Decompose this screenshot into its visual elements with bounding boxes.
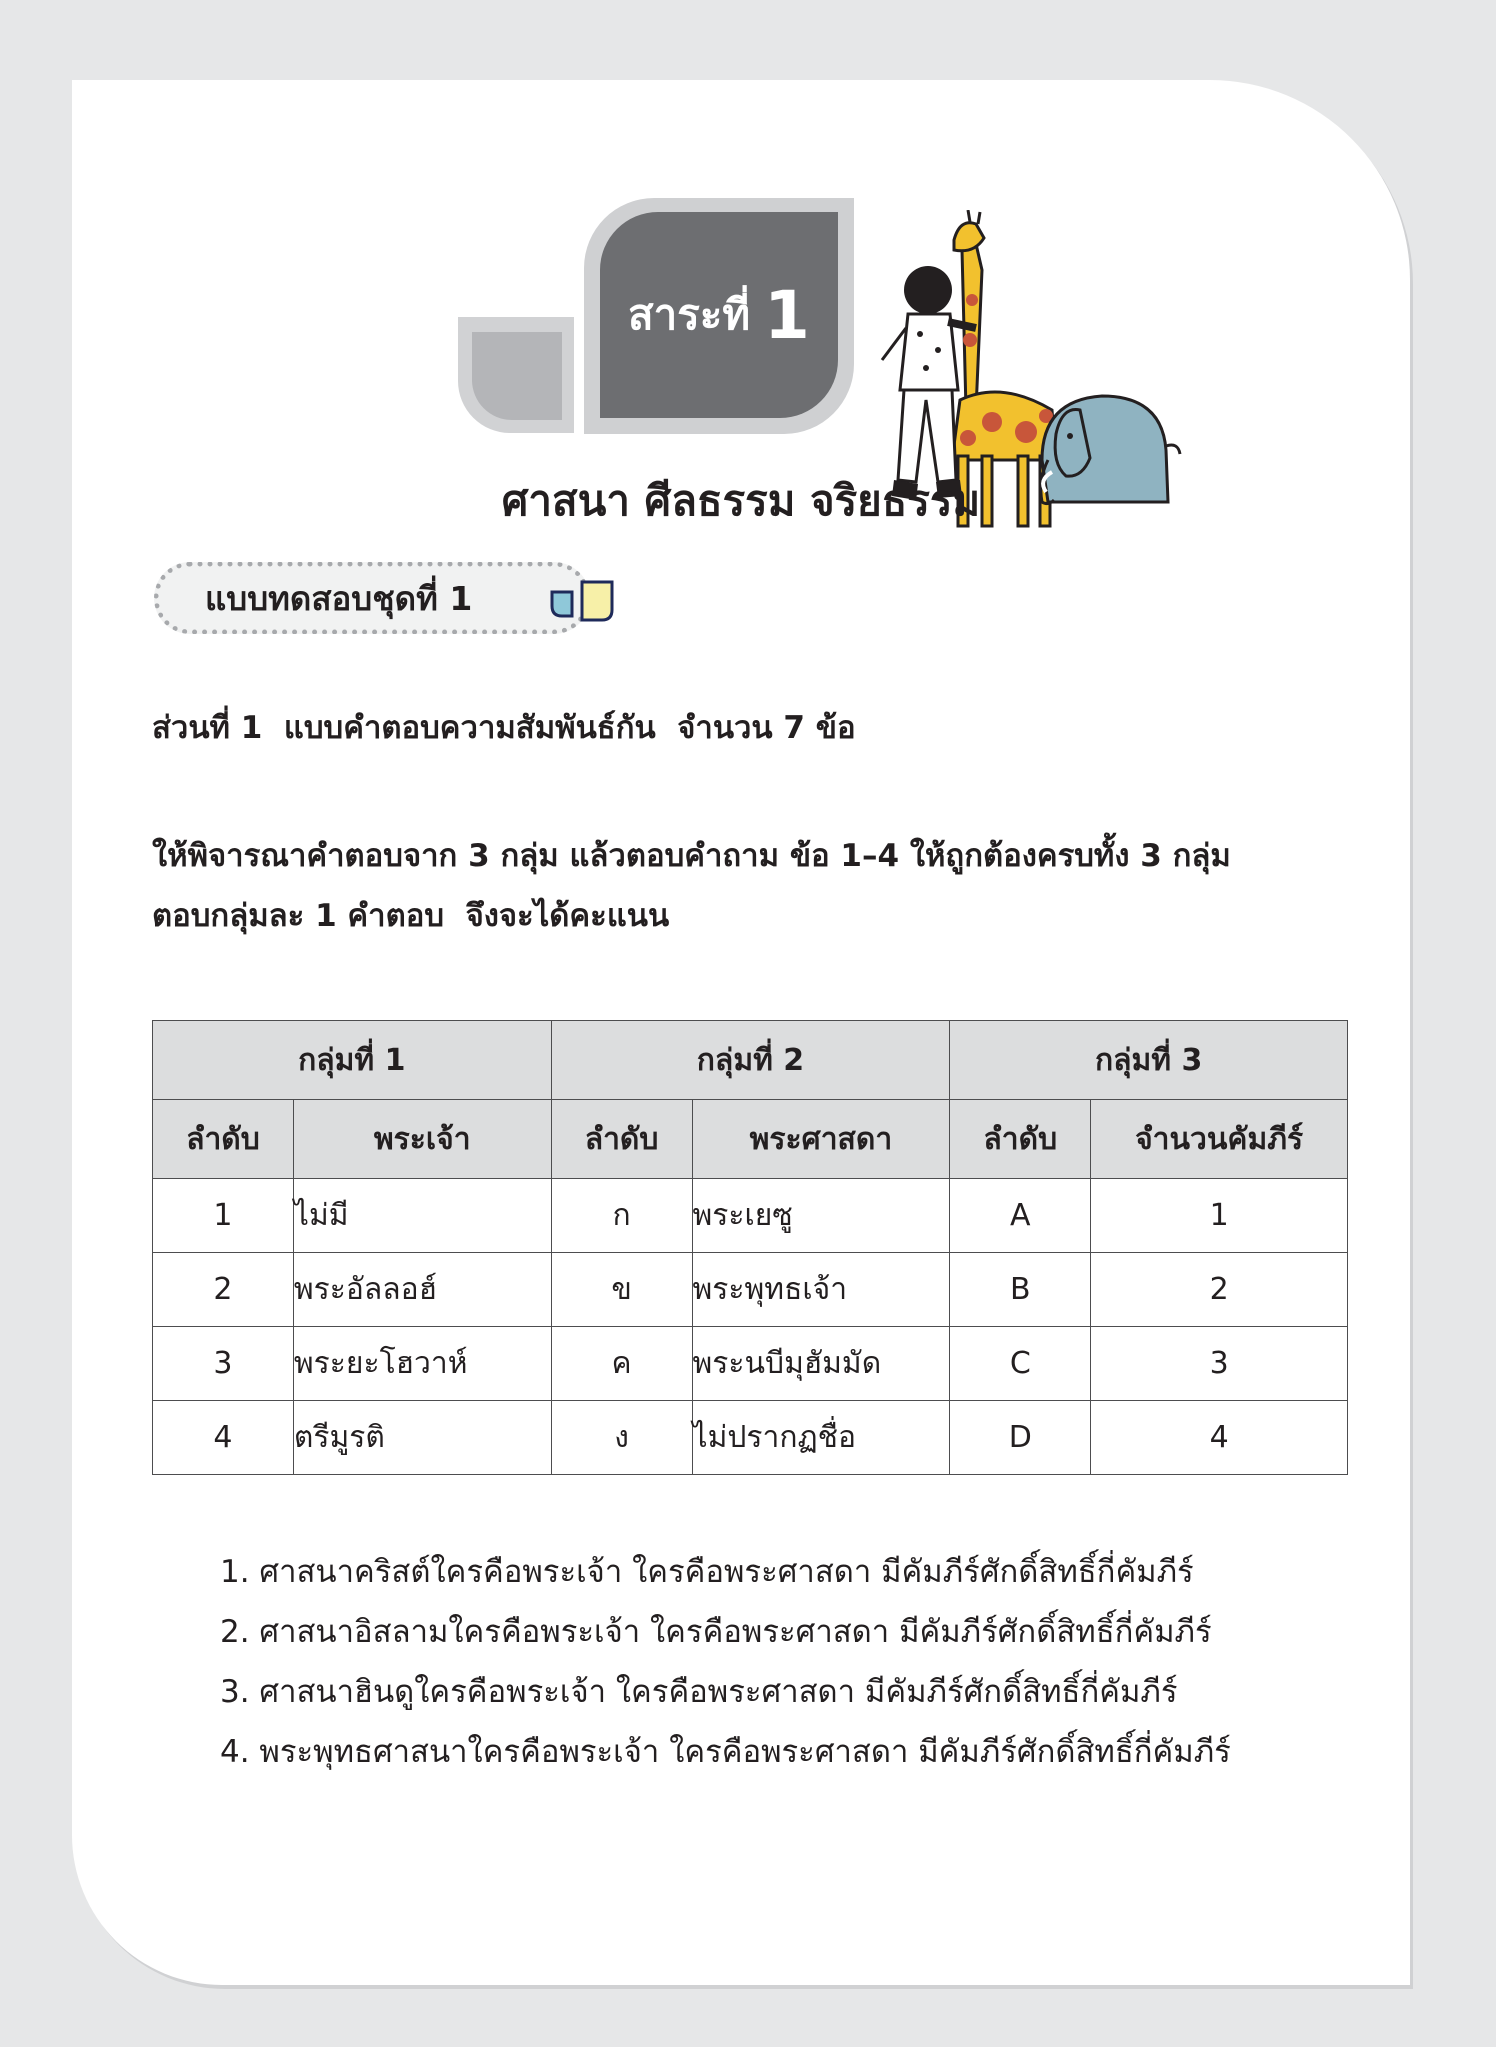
table-cell: 3 bbox=[1091, 1327, 1348, 1401]
table-row bbox=[153, 1327, 1348, 1401]
table-cell: ตรีมูรติ bbox=[293, 1401, 551, 1475]
column-header: พระศาสดา bbox=[692, 1100, 950, 1179]
group-header-2: กลุ่มที่ 2 bbox=[551, 1021, 950, 1100]
table-cell: B bbox=[950, 1253, 1091, 1327]
table-row bbox=[153, 1179, 1348, 1253]
table-row bbox=[153, 1253, 1348, 1327]
table-cell: 1 bbox=[1091, 1179, 1348, 1253]
instruction-line-1: ให้พิจารณาคำตอบจาก 3 กลุ่ม แล้วตอบคำถาม ข้อ 1–4 ให้ถูกต้องครบทั้ง 3 กลุ่ม bbox=[152, 838, 1231, 874]
question-item: 3. ศาสนาฮินดูใครคือพระเจ้า ใครคือพระศาสดา มีคัมภีร์ศักดิ์สิทธิ์กี่คัมภีร์ bbox=[220, 1674, 1178, 1710]
table-cell: ก bbox=[551, 1179, 692, 1253]
table-cell: ค bbox=[551, 1327, 692, 1401]
table-cell: พระเยซู bbox=[692, 1179, 950, 1253]
test-set-label: แบบทดสอบชุดที่ 1 bbox=[205, 578, 473, 618]
question-item: 1. ศาสนาคริสต์ใครคือพระเจ้า ใครคือพระศาสดา มีคัมภีร์ศักดิ์สิทธิ์กี่คัมภีร์ bbox=[220, 1554, 1194, 1590]
table-cell: ไม่ปรากฏชื่อ bbox=[692, 1401, 950, 1475]
table-cell: 4 bbox=[1091, 1401, 1348, 1475]
column-header: พระเจ้า bbox=[293, 1100, 551, 1179]
answer-groups-table bbox=[152, 1020, 1348, 1475]
table-cell: ง bbox=[551, 1401, 692, 1475]
section-heading: ส่วนที่ 1 แบบคำตอบความสัมพันธ์กัน จำนวน 7 ข้อ bbox=[152, 710, 856, 746]
leaf-shapes-icon bbox=[548, 578, 618, 624]
strand-badge bbox=[600, 212, 838, 418]
table-cell: ไม่มี bbox=[293, 1179, 551, 1253]
question-list bbox=[220, 1542, 1231, 1782]
question-item: 4. พระพุทธศาสนาใครคือพระเจ้า ใครคือพระศาสดา มีคัมภีร์ศักดิ์สิทธิ์กี่คัมภีร์ bbox=[220, 1734, 1231, 1770]
table-cell: 2 bbox=[1091, 1253, 1348, 1327]
badge-word: สาระที่ bbox=[628, 290, 751, 339]
table-cell: พระนบีมุฮัมมัด bbox=[692, 1327, 950, 1401]
group-header-1: กลุ่มที่ 1 bbox=[153, 1021, 552, 1100]
table-cell: พระพุทธเจ้า bbox=[692, 1253, 950, 1327]
column-header: จำนวนคัมภีร์ bbox=[1091, 1100, 1348, 1179]
instruction-line-2: ตอบกลุ่มละ 1 คำตอบ จึงจะได้คะแนน bbox=[152, 898, 670, 934]
test-set-pill bbox=[154, 562, 590, 634]
question-item: 2. ศาสนาอิสลามใครคือพระเจ้า ใครคือพระศาสดา มีคัมภีร์ศักดิ์สิทธิ์กี่คัมภีร์ bbox=[220, 1614, 1212, 1650]
table-cell: 3 bbox=[153, 1327, 294, 1401]
instructions bbox=[152, 826, 1362, 946]
table-cell: 1 bbox=[153, 1179, 294, 1253]
column-header: ลำดับ bbox=[950, 1100, 1091, 1179]
table-cell: C bbox=[950, 1327, 1091, 1401]
table-cell: 4 bbox=[153, 1401, 294, 1475]
table-cell: D bbox=[950, 1401, 1091, 1475]
badge-small-front bbox=[472, 332, 562, 420]
group-header-3: กลุ่มที่ 3 bbox=[950, 1021, 1348, 1100]
page-title: ศาสนา ศีลธรรม จริยธรรม bbox=[501, 476, 981, 525]
badge-number: 1 bbox=[764, 276, 810, 354]
table-cell: 2 bbox=[153, 1253, 294, 1327]
table-cell: A bbox=[950, 1179, 1091, 1253]
table-cell: พระยะโฮวาห์ bbox=[293, 1327, 551, 1401]
page-sheet bbox=[72, 80, 1410, 1985]
table-cell: ข bbox=[551, 1253, 692, 1327]
column-header: ลำดับ bbox=[153, 1100, 294, 1179]
table-row bbox=[153, 1401, 1348, 1475]
table-cell: พระอัลลอฮ์ bbox=[293, 1253, 551, 1327]
column-header: ลำดับ bbox=[551, 1100, 692, 1179]
